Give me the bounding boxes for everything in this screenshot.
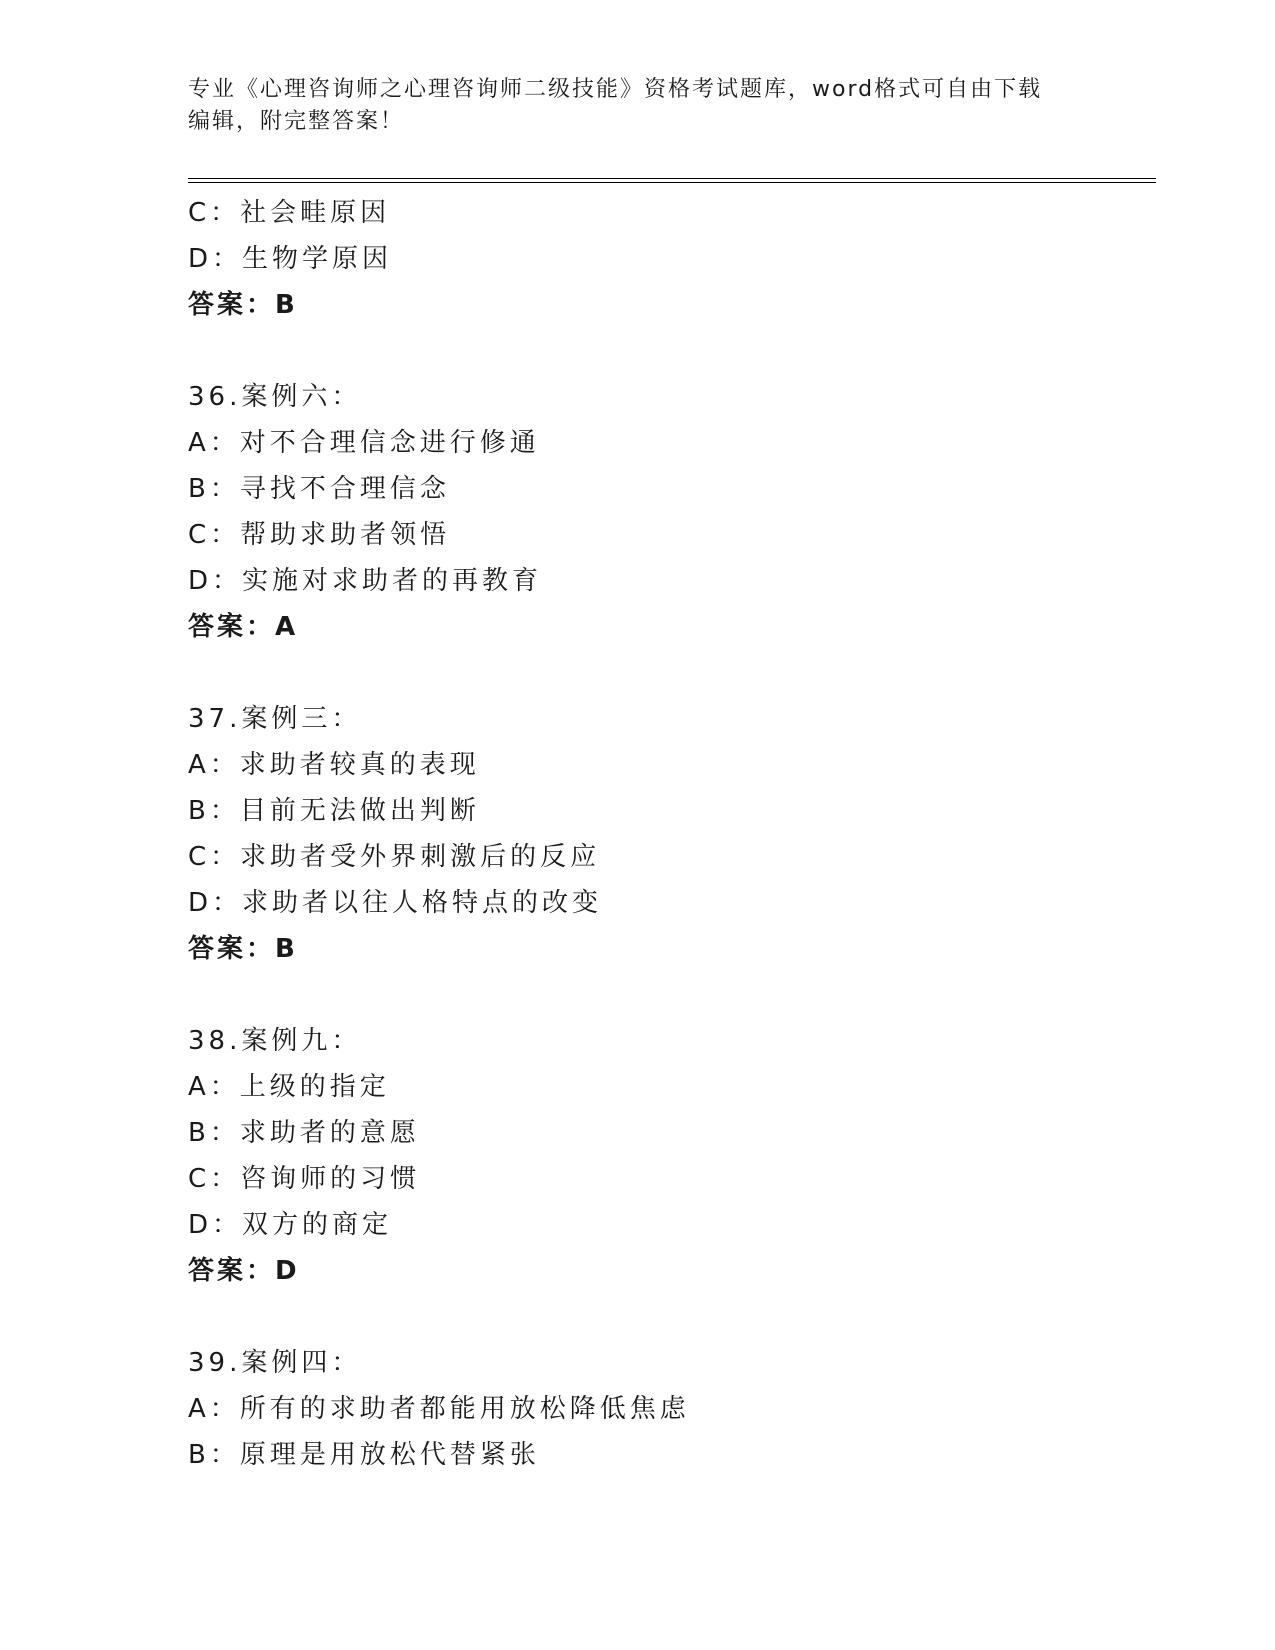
option-d: D：生物学原因 — [188, 244, 393, 274]
spacer — [188, 650, 1148, 696]
option-d: D：双方的商定 — [188, 1210, 393, 1240]
spacer — [188, 328, 1148, 374]
option-a: A：上级的指定 — [188, 1072, 390, 1102]
question-35-fragment — [188, 190, 1148, 328]
spacer — [188, 972, 1148, 1018]
question-39 — [188, 1340, 1148, 1478]
option-c: C：求助者受外界刺激后的反应 — [188, 842, 601, 872]
answer-line: 答案：B — [188, 290, 298, 320]
question-stem: 37.案例三： — [188, 704, 362, 734]
option-d: D：实施对求助者的再教育 — [188, 566, 543, 596]
option-a: A：对不合理信念进行修通 — [188, 428, 540, 458]
option-c: C：帮助求助者领悟 — [188, 520, 451, 550]
header-line-1: 专业《心理咨询师之心理咨询师二级技能》资格考试题库，word格式可自由下载 — [188, 77, 1043, 102]
spacer — [188, 1294, 1148, 1340]
option-c: C：社会畦原因 — [188, 198, 391, 228]
option-a: A：求助者较真的表现 — [188, 750, 480, 780]
option-d: D：求助者以往人格特点的改变 — [188, 888, 603, 918]
question-37 — [188, 696, 1148, 972]
option-a: A：所有的求助者都能用放松降低焦虑 — [188, 1394, 690, 1424]
option-b: B：目前无法做出判断 — [188, 796, 480, 826]
option-c: C：咨询师的习惯 — [188, 1164, 421, 1194]
question-38 — [188, 1018, 1148, 1294]
question-stem: 36.案例六： — [188, 382, 362, 412]
option-b: B：求助者的意愿 — [188, 1118, 420, 1148]
option-b: B：原理是用放松代替紧张 — [188, 1440, 540, 1470]
answer-line: 答案：A — [188, 612, 299, 642]
document-header — [188, 74, 1088, 138]
answer-line: 答案：D — [188, 1256, 300, 1286]
question-list — [188, 190, 1148, 1478]
question-stem: 39.案例四： — [188, 1348, 362, 1378]
answer-line: 答案：B — [188, 934, 298, 964]
header-divider — [188, 178, 1156, 183]
question-36 — [188, 374, 1148, 650]
option-b: B：寻找不合理信念 — [188, 474, 450, 504]
question-stem: 38.案例九： — [188, 1026, 362, 1056]
header-line-2: 编辑，附完整答案！ — [188, 109, 405, 134]
